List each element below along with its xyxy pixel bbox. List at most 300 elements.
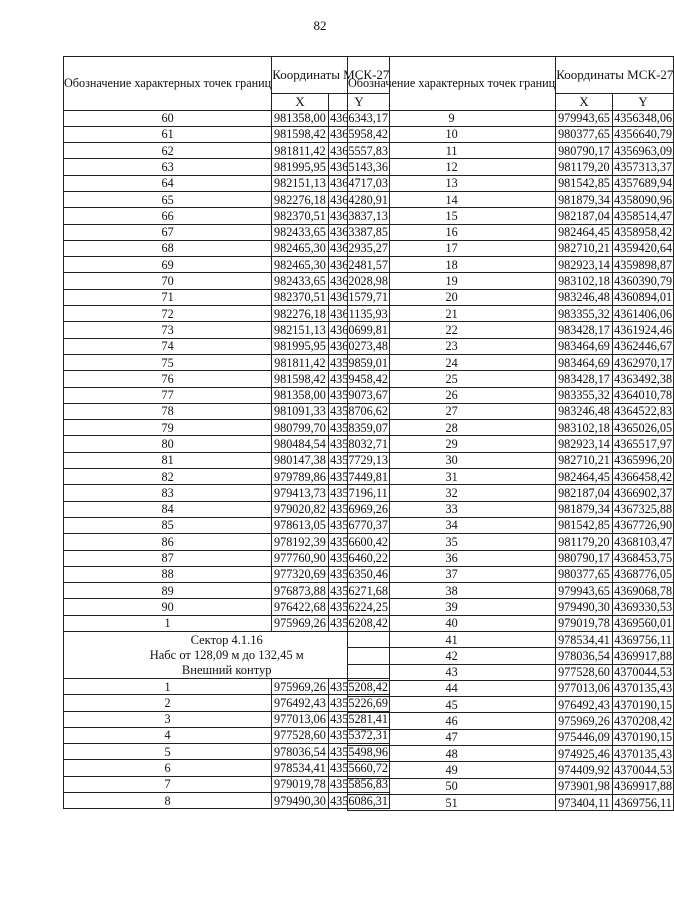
point-id: 25 xyxy=(348,371,556,387)
x-value: 982370,51 xyxy=(272,208,328,224)
y-value: 4357449,81 xyxy=(330,469,388,484)
y-value: 4362935,27 xyxy=(330,241,388,256)
y-value: 4358514,47 xyxy=(614,208,673,223)
table-row xyxy=(64,126,390,142)
point-id: 65 xyxy=(64,191,272,207)
sector-depth: Набс от 128,09 м до 132,45 м xyxy=(149,647,304,662)
y-value: 4356600,42 xyxy=(330,534,388,549)
x-value: 981879,34 xyxy=(556,191,613,207)
table-row xyxy=(348,501,674,517)
y-value: 4369756,11 xyxy=(612,794,674,810)
y-value: 4357313,37 xyxy=(614,159,673,174)
table-row xyxy=(348,126,674,142)
x-value: 982433,65 xyxy=(272,273,328,289)
table-row xyxy=(64,257,390,273)
point-id: 85 xyxy=(64,517,272,533)
x-value: 981358,00 xyxy=(272,110,328,126)
x-value: 974409,92 xyxy=(556,762,613,778)
page-number: 82 xyxy=(313,18,327,33)
table-row xyxy=(348,371,674,387)
point-id: 7 xyxy=(64,776,272,792)
x-value: 976422,68 xyxy=(272,599,328,615)
table-row xyxy=(348,632,674,648)
y-value: 4360273,48 xyxy=(330,339,388,354)
y-value: 4365958,42 xyxy=(330,127,388,142)
y-value: 4369068,78 xyxy=(614,583,673,598)
point-id: 49 xyxy=(348,762,556,778)
coordinates-header: Координаты МСК-27 xyxy=(556,57,674,94)
table-row xyxy=(64,744,390,760)
x-value: 982710,21 xyxy=(556,452,613,468)
table-row xyxy=(348,794,674,810)
x-value: 981179,20 xyxy=(556,159,613,175)
point-id: 83 xyxy=(64,485,272,501)
x-value: 982187,04 xyxy=(556,485,613,501)
point-id: 63 xyxy=(64,159,272,175)
point-id: 42 xyxy=(348,648,556,664)
table-row xyxy=(348,648,674,664)
y-value: 4359859,01 xyxy=(330,355,388,370)
table-row xyxy=(348,599,674,615)
x-value: 981542,85 xyxy=(556,175,613,191)
y-value: 4356348,06 xyxy=(614,111,673,126)
y-value: 4369917,88 xyxy=(614,648,673,663)
table-row xyxy=(64,110,390,126)
point-id: 47 xyxy=(348,729,556,745)
point-id: 35 xyxy=(348,534,556,550)
y-value: 4356271,68 xyxy=(330,583,388,598)
x-value: 982923,14 xyxy=(556,257,613,273)
x-value: 981179,20 xyxy=(556,534,613,550)
table-row xyxy=(348,273,674,289)
y-value: 4358359,07 xyxy=(330,420,388,435)
table-row xyxy=(348,143,674,159)
x-value: 974925,46 xyxy=(556,746,613,762)
point-id: 60 xyxy=(64,110,272,126)
y-header: Y xyxy=(328,94,390,111)
point-id: 64 xyxy=(64,175,272,191)
point-id: 90 xyxy=(64,599,272,615)
table-row xyxy=(64,224,390,240)
x-value: 983102,18 xyxy=(556,420,613,436)
coordinates-header: Координаты МСК-27 xyxy=(272,57,390,94)
point-id: 28 xyxy=(348,420,556,436)
table-row xyxy=(348,469,674,485)
x-value: 983464,69 xyxy=(556,338,613,354)
x-value: 983428,17 xyxy=(556,322,613,338)
y-value: 4366343,17 xyxy=(330,111,388,126)
table-row xyxy=(64,240,390,256)
table-row xyxy=(348,322,674,338)
y-value: 4365996,20 xyxy=(614,453,673,468)
x-value: 980147,38 xyxy=(272,452,328,468)
y-value: 4369560,01 xyxy=(614,616,673,631)
point-id: 87 xyxy=(64,550,272,566)
y-value: 4364717,03 xyxy=(330,176,388,191)
table-row xyxy=(348,175,674,191)
x-value: 981995,95 xyxy=(272,159,328,175)
y-value: 4362481,57 xyxy=(330,257,388,272)
point-id: 80 xyxy=(64,436,272,452)
y-value: 4356640,79 xyxy=(614,127,673,142)
point-id: 61 xyxy=(64,126,272,142)
point-id: 26 xyxy=(348,387,556,403)
y-value: 4359420,64 xyxy=(614,241,673,256)
y-value: 4359458,42 xyxy=(330,371,388,386)
left-rows-b xyxy=(64,679,390,809)
x-value: 983428,17 xyxy=(556,371,613,387)
y-value: 4361924,46 xyxy=(614,322,673,337)
table-row xyxy=(64,208,390,224)
x-value: 980377,65 xyxy=(556,126,613,142)
table-row xyxy=(64,679,390,695)
x-value: 983464,69 xyxy=(556,354,613,370)
point-id: 10 xyxy=(348,126,556,142)
table-row xyxy=(64,191,390,207)
point-id: 12 xyxy=(348,159,556,175)
table-row xyxy=(348,224,674,240)
x-value: 973404,11 xyxy=(556,794,613,810)
point-id: 19 xyxy=(348,273,556,289)
table-row xyxy=(348,615,674,631)
table-row xyxy=(64,159,390,175)
y-value: 4357689,94 xyxy=(614,176,673,191)
coordinates-table-left xyxy=(63,56,390,809)
table-row xyxy=(64,273,390,289)
x-value: 979020,82 xyxy=(272,501,328,517)
point-id: 38 xyxy=(348,583,556,599)
y-value: 4356086,31 xyxy=(330,793,388,808)
point-id: 20 xyxy=(348,289,556,305)
point-id: 36 xyxy=(348,550,556,566)
table-row xyxy=(348,517,674,533)
y-value: 4358958,42 xyxy=(614,225,673,240)
x-value: 980484,54 xyxy=(272,436,328,452)
y-value: 4365143,36 xyxy=(330,159,388,174)
x-value: 979490,30 xyxy=(272,793,328,809)
table-row xyxy=(348,208,674,224)
table-row xyxy=(348,289,674,305)
x-value: 975969,26 xyxy=(272,679,328,695)
x-value: 976492,43 xyxy=(272,695,328,711)
point-id: 21 xyxy=(348,306,556,322)
point-id: 9 xyxy=(348,110,556,126)
y-value: 4370208,42 xyxy=(614,714,673,729)
x-value: 975446,09 xyxy=(556,729,613,745)
point-id: 32 xyxy=(348,485,556,501)
table-row xyxy=(348,436,674,452)
x-value: 981598,42 xyxy=(272,371,328,387)
x-value: 981995,95 xyxy=(272,338,328,354)
x-value: 981358,00 xyxy=(272,387,328,403)
point-id: 3 xyxy=(64,711,272,727)
point-id: 78 xyxy=(64,403,272,419)
y-value: 4365557,83 xyxy=(330,143,388,158)
point-id: 73 xyxy=(64,322,272,338)
sector-title: Сектор 4.1.16 xyxy=(190,632,263,647)
y-value: 4356770,37 xyxy=(330,518,388,533)
y-value: 4358090,96 xyxy=(614,192,673,207)
x-value: 982464,45 xyxy=(556,224,613,240)
y-value: 4369917,88 xyxy=(614,779,673,794)
y-value: 4359898,87 xyxy=(614,257,673,272)
point-id: 72 xyxy=(64,306,272,322)
point-id: 27 xyxy=(348,403,556,419)
y-value: 4355856,83 xyxy=(330,777,388,792)
y-value: 4358032,71 xyxy=(330,436,388,451)
point-id: 39 xyxy=(348,599,556,615)
point-id: 31 xyxy=(348,469,556,485)
table-row xyxy=(348,713,674,729)
x-value: 982276,18 xyxy=(272,191,328,207)
x-value: 978036,54 xyxy=(272,744,328,760)
x-value: 981091,33 xyxy=(272,403,328,419)
y-value: 4370044,53 xyxy=(614,665,673,680)
table-row xyxy=(64,517,390,533)
x-value: 981879,34 xyxy=(556,501,613,517)
x-value: 981542,85 xyxy=(556,517,613,533)
y-value: 4369330,53 xyxy=(614,599,673,614)
x-value: 977528,60 xyxy=(556,664,613,680)
x-value: 975969,26 xyxy=(272,615,328,631)
x-value: 982370,51 xyxy=(272,289,328,305)
y-value: 4369756,11 xyxy=(612,632,674,648)
y-value: 4366902,37 xyxy=(614,485,673,500)
point-id: 8 xyxy=(64,793,272,809)
x-value: 982151,13 xyxy=(272,322,328,338)
table-row xyxy=(348,338,674,354)
point-id: 14 xyxy=(348,191,556,207)
y-value: 4364522,83 xyxy=(614,404,673,419)
point-id: 29 xyxy=(348,436,556,452)
x-value: 982433,65 xyxy=(272,224,328,240)
table-row xyxy=(64,550,390,566)
point-id: 13 xyxy=(348,175,556,191)
x-value: 981598,42 xyxy=(272,126,328,142)
y-value: 4366458,42 xyxy=(614,469,673,484)
point-id: 51 xyxy=(348,794,556,810)
table-row xyxy=(348,680,674,696)
table-row xyxy=(348,583,674,599)
x-value: 980790,17 xyxy=(556,143,613,159)
x-value: 982465,30 xyxy=(272,240,328,256)
point-id: 34 xyxy=(348,517,556,533)
x-value: 982187,04 xyxy=(556,208,613,224)
table-row xyxy=(348,566,674,582)
x-value: 973901,98 xyxy=(556,778,613,794)
y-value: 4363387,85 xyxy=(330,225,388,240)
table-row xyxy=(348,762,674,778)
x-value: 976873,88 xyxy=(272,583,328,599)
table-row xyxy=(348,191,674,207)
point-id: 45 xyxy=(348,697,556,713)
table-row xyxy=(348,746,674,762)
x-value: 977013,06 xyxy=(272,711,328,727)
y-value: 4367325,88 xyxy=(614,502,673,517)
y-value: 4370190,15 xyxy=(614,730,673,745)
point-id: 40 xyxy=(348,615,556,631)
x-value: 983355,32 xyxy=(556,306,613,322)
x-value: 979019,78 xyxy=(556,615,613,631)
table-row xyxy=(348,257,674,273)
table-row xyxy=(348,420,674,436)
y-value: 4358706,62 xyxy=(330,404,388,419)
y-value: 4365026,05 xyxy=(614,420,673,435)
table-row xyxy=(348,697,674,713)
point-id: 18 xyxy=(348,257,556,273)
y-value: 4361579,71 xyxy=(330,290,388,305)
table-row xyxy=(64,793,390,809)
y-value: 4370044,53 xyxy=(614,762,673,777)
table-row xyxy=(64,469,390,485)
table-row xyxy=(64,436,390,452)
point-id: 74 xyxy=(64,338,272,354)
table-row xyxy=(64,599,390,615)
y-value: 4368776,05 xyxy=(614,567,673,582)
table-row xyxy=(64,583,390,599)
table-row xyxy=(348,387,674,403)
point-id: 48 xyxy=(348,746,556,762)
table-row xyxy=(348,550,674,566)
y-value: 4356460,22 xyxy=(330,551,388,566)
x-value: 978192,39 xyxy=(272,534,328,550)
point-id: 84 xyxy=(64,501,272,517)
point-id: 23 xyxy=(348,338,556,354)
point-id: 1 xyxy=(64,615,272,631)
x-value: 978036,54 xyxy=(556,648,613,664)
point-id: 82 xyxy=(64,469,272,485)
x-value: 980377,65 xyxy=(556,566,613,582)
x-value: 979413,73 xyxy=(272,485,328,501)
x-value: 979789,86 xyxy=(272,469,328,485)
designation-header: Обозначение характерных точек границ xyxy=(64,57,272,111)
y-value: 4360390,79 xyxy=(614,274,673,289)
table-row xyxy=(348,485,674,501)
y-value: 4356208,42 xyxy=(330,616,388,631)
x-value: 980799,70 xyxy=(272,420,328,436)
sector-contour: Внешний контур xyxy=(181,662,272,677)
x-value: 976492,43 xyxy=(556,697,613,713)
x-value: 977528,60 xyxy=(272,727,328,743)
table-row xyxy=(64,289,390,305)
left-rows-a xyxy=(64,110,390,632)
table-row xyxy=(348,159,674,175)
x-value: 979943,65 xyxy=(556,110,613,126)
y-value: 4362446,67 xyxy=(614,339,673,354)
table-row xyxy=(64,387,390,403)
table-row xyxy=(64,566,390,582)
table-row xyxy=(64,534,390,550)
x-value: 983102,18 xyxy=(556,273,613,289)
point-id: 69 xyxy=(64,257,272,273)
point-id: 24 xyxy=(348,354,556,370)
x-value: 977013,06 xyxy=(556,680,613,696)
table-row xyxy=(64,776,390,792)
x-value: 979019,78 xyxy=(272,776,328,792)
table-row xyxy=(64,371,390,387)
x-value: 977320,69 xyxy=(272,566,328,582)
x-header: X xyxy=(272,94,328,111)
x-value: 982464,45 xyxy=(556,469,613,485)
y-value: 4356963,09 xyxy=(614,143,673,158)
point-id: 89 xyxy=(64,583,272,599)
point-id: 15 xyxy=(348,208,556,224)
x-value: 982923,14 xyxy=(556,436,613,452)
y-value: 4355281,41 xyxy=(330,712,388,727)
table-row xyxy=(64,711,390,727)
point-id: 1 xyxy=(64,679,272,695)
point-id: 16 xyxy=(348,224,556,240)
y-value: 4356969,26 xyxy=(330,502,388,517)
table-row xyxy=(64,501,390,517)
table-row xyxy=(348,452,674,468)
table-row xyxy=(64,727,390,743)
table-row xyxy=(348,403,674,419)
point-id: 77 xyxy=(64,387,272,403)
y-value: 4370135,43 xyxy=(614,746,673,761)
y-value: 4355660,72 xyxy=(330,761,388,776)
y-value: 4357196,11 xyxy=(328,485,390,501)
y-value: 4356224,25 xyxy=(330,599,388,614)
y-value: 4363492,38 xyxy=(614,371,673,386)
x-value: 983246,48 xyxy=(556,403,613,419)
point-id: 22 xyxy=(348,322,556,338)
y-value: 4360894,01 xyxy=(614,290,673,305)
point-id: 37 xyxy=(348,566,556,582)
table-row xyxy=(348,354,674,370)
point-id: 62 xyxy=(64,143,272,159)
point-id: 71 xyxy=(64,289,272,305)
y-value: 4367726,90 xyxy=(614,518,673,533)
point-id: 4 xyxy=(64,727,272,743)
point-id: 81 xyxy=(64,452,272,468)
table-row xyxy=(64,615,390,631)
table-row xyxy=(348,240,674,256)
y-value: 4357729,13 xyxy=(330,453,388,468)
point-id: 46 xyxy=(348,713,556,729)
y-value: 4363837,13 xyxy=(330,208,388,223)
x-value: 982465,30 xyxy=(272,257,328,273)
point-id: 75 xyxy=(64,354,272,370)
y-value: 4362028,98 xyxy=(330,274,388,289)
x-header: X xyxy=(556,94,613,111)
sector-block xyxy=(64,632,390,679)
x-value: 980790,17 xyxy=(556,550,613,566)
y-value: 4368453,75 xyxy=(614,551,673,566)
table-row xyxy=(348,778,674,794)
table-row xyxy=(348,729,674,745)
table-row xyxy=(348,110,674,126)
point-id: 68 xyxy=(64,240,272,256)
x-value: 982151,13 xyxy=(272,175,328,191)
y-value: 4355372,31 xyxy=(330,728,388,743)
y-value: 4355226,69 xyxy=(330,695,388,710)
point-id: 30 xyxy=(348,452,556,468)
table-row xyxy=(64,760,390,776)
y-value: 4370190,15 xyxy=(614,697,673,712)
coordinates-table-right xyxy=(347,56,674,811)
table-row xyxy=(64,338,390,354)
table-row xyxy=(64,485,390,501)
y-value: 4362970,17 xyxy=(614,355,673,370)
point-id: 70 xyxy=(64,273,272,289)
y-value: 4364010,78 xyxy=(614,388,673,403)
y-value: 4365517,97 xyxy=(614,436,673,451)
y-value: 4361135,93 xyxy=(328,306,390,322)
right-rows xyxy=(348,110,674,811)
y-value: 4370135,43 xyxy=(614,681,673,696)
point-id: 33 xyxy=(348,501,556,517)
